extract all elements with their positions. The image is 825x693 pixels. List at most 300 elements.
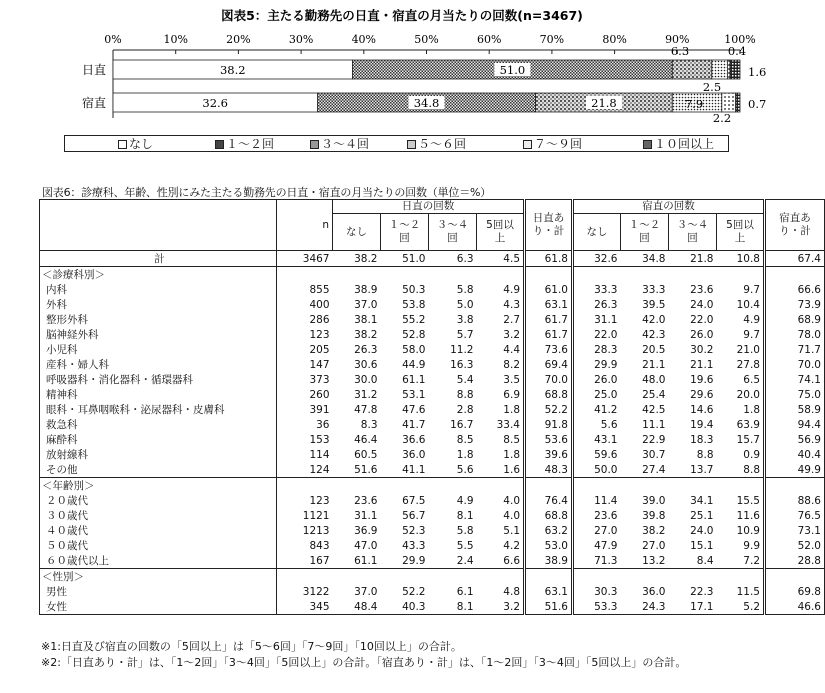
note-1: ※1:日直及び宿直の回数の「5回以上」は「5～6回」「7～9回」「10回以上」の合計。 — [41, 640, 462, 653]
table-row — [40, 447, 825, 462]
cell-n: 843 — [277, 538, 333, 553]
cell-day: 2.7 — [503, 313, 520, 326]
cell-day: 5.5 — [456, 539, 474, 552]
legend-item: ７～９回 — [523, 137, 582, 151]
table-row — [40, 282, 825, 297]
cell-n: 855 — [277, 282, 333, 297]
cell-day: 4.8 — [503, 585, 520, 598]
cell-day-total: 73.6 — [525, 342, 573, 357]
cell-day: 46.4 — [354, 433, 378, 446]
cell-night: 33.3 — [642, 283, 666, 296]
header-blank — [40, 200, 277, 251]
cell-night: 31.1 — [573, 312, 621, 327]
table-row — [40, 538, 825, 553]
x-tick-label: 30% — [288, 33, 314, 46]
cell-n: 153 — [277, 432, 333, 447]
cell-night: 22.0 — [573, 327, 621, 342]
cell-day: 5.1 — [503, 524, 520, 537]
header-day-none: なし — [333, 214, 381, 251]
cell-night: 10.9 — [736, 524, 760, 537]
cell-day: 6.3 — [429, 251, 477, 267]
legend-item: なし — [118, 137, 153, 151]
legend-swatch-10plus-icon — [643, 140, 652, 149]
row-label-total: 計 — [40, 251, 277, 267]
cell-night: 53.3 — [573, 599, 621, 615]
cell-day: 36.6 — [402, 433, 426, 446]
cell-night-total: 71.7 — [765, 342, 825, 357]
cell-day: 3.2 — [503, 328, 520, 341]
legend-swatch-none-icon — [118, 140, 127, 149]
value-labels — [82, 44, 766, 125]
cell-day: 4.3 — [503, 298, 520, 311]
cell-day-total: 68.8 — [525, 387, 573, 402]
table-row — [40, 327, 825, 342]
x-tick-label: 0% — [104, 33, 122, 46]
cell-day: 40.3 — [381, 599, 429, 615]
cell-day: 3.2 — [477, 599, 525, 615]
cell-empty — [765, 569, 825, 585]
bar-value-label: 51.0 — [499, 63, 526, 77]
table-row — [40, 402, 825, 417]
cell-night: 18.3 — [690, 433, 714, 446]
legend-item: ３～４回 — [310, 137, 369, 151]
cell-night: 1.8 — [743, 403, 760, 416]
table-row — [40, 553, 825, 569]
cell-night: 15.5 — [736, 494, 760, 507]
cell-empty — [765, 267, 825, 283]
cell-day: 41.1 — [402, 463, 426, 476]
cell-empty — [669, 478, 717, 494]
cell-day-total: 91.8 — [525, 417, 573, 432]
cell-empty — [429, 569, 477, 585]
cell-night: 11.4 — [573, 493, 621, 508]
cell-n: 400 — [277, 297, 333, 312]
x-tick-label: 60% — [476, 33, 502, 46]
cell-day-total: 70.0 — [525, 372, 573, 387]
cell-day: 50.3 — [402, 283, 426, 296]
cell-n: 147 — [277, 357, 333, 372]
section-row — [40, 478, 825, 494]
cell-day: 36.0 — [402, 448, 426, 461]
bar-value-label: 21.8 — [591, 96, 617, 110]
cell-day: 1.6 — [503, 463, 520, 476]
cell-night: 15.1 — [690, 539, 714, 552]
x-tick-label: 70% — [539, 33, 565, 46]
cell-day: 47.0 — [354, 539, 378, 552]
cell-day: 1.8 — [456, 448, 474, 461]
cell-day-total: 63.1 — [525, 297, 573, 312]
cell-day: 6.9 — [503, 388, 520, 401]
cell-day: 8.2 — [503, 358, 520, 371]
cell-day: 38.1 — [354, 313, 378, 326]
x-tick-label: 100% — [724, 33, 756, 46]
cell-day: 5.8 — [456, 283, 474, 296]
cell-day-total: 51.6 — [525, 599, 573, 615]
table-row — [40, 584, 825, 599]
cell-night: 4.9 — [743, 313, 760, 326]
bar-value-label: 2.5 — [702, 80, 722, 94]
cell-n: 260 — [277, 387, 333, 402]
header-night-1-2: １～２ 回 — [621, 214, 669, 251]
cell-day: 38.9 — [354, 283, 378, 296]
table-row — [40, 523, 825, 538]
cell-night-total: 67.4 — [765, 251, 825, 267]
cell-night: 9.7 — [743, 283, 760, 296]
cell-day: 56.7 — [402, 509, 426, 522]
cell-day: 31.1 — [354, 509, 378, 522]
cell-day: 5.7 — [456, 328, 474, 341]
cell-day: 2.8 — [456, 403, 474, 416]
cell-night-total: 46.6 — [765, 599, 825, 615]
cell-empty — [429, 478, 477, 494]
cell-empty — [277, 267, 333, 283]
cell-night: 42.5 — [642, 403, 666, 416]
cell-night: 42.3 — [642, 328, 666, 341]
table-row — [40, 493, 825, 508]
cell-night: 22.0 — [690, 313, 714, 326]
bar-value-label: 1.6 — [748, 65, 767, 79]
cell-night: 20.5 — [642, 343, 666, 356]
table-row — [40, 342, 825, 357]
cell-day: 5.4 — [456, 373, 474, 386]
header-night-5plus: 5回以 上 — [717, 214, 765, 251]
cell-empty — [669, 569, 717, 585]
cell-night: 21.0 — [736, 343, 760, 356]
cell-day: 38.2 — [333, 251, 381, 267]
cell-night-total: 58.9 — [765, 402, 825, 417]
row-label: ２０歳代 — [40, 493, 277, 508]
cell-night: 30.7 — [642, 448, 666, 461]
cell-day: 44.9 — [402, 358, 426, 371]
cell-n: 36 — [277, 417, 333, 432]
cell-day: 61.1 — [354, 554, 378, 567]
cell-day-total: 61.7 — [525, 312, 573, 327]
legend-swatch-3-4-icon — [310, 140, 319, 149]
table-row — [40, 297, 825, 312]
cell-night: 10.8 — [717, 251, 765, 267]
row-label: 精神科 — [40, 387, 277, 402]
cell-n: 114 — [277, 447, 333, 462]
section-title: ＜性別＞ — [40, 569, 277, 585]
cell-day: 1.8 — [503, 403, 520, 416]
cell-night: 39.8 — [642, 509, 666, 522]
cell-empty — [717, 267, 765, 283]
cell-night: 7.2 — [743, 554, 760, 567]
cell-night: 34.1 — [690, 494, 714, 507]
cell-night-total: 68.9 — [765, 312, 825, 327]
cell-night-total: 52.0 — [765, 538, 825, 553]
cell-empty — [477, 569, 525, 585]
cell-night: 22.9 — [642, 433, 666, 446]
cell-night: 30.2 — [690, 343, 714, 356]
cell-empty — [525, 478, 573, 494]
cell-night: 21.1 — [690, 358, 714, 371]
table6-body — [40, 251, 825, 615]
cell-empty — [277, 478, 333, 494]
cell-day: 36.9 — [354, 524, 378, 537]
row-label: 小児科 — [40, 342, 277, 357]
cell-day-total: 48.3 — [525, 462, 573, 478]
cell-day: 67.5 — [402, 494, 426, 507]
chart-legend — [64, 135, 729, 152]
cell-night: 42.0 — [642, 313, 666, 326]
cell-empty — [381, 569, 429, 585]
cell-night: 39.0 — [642, 494, 666, 507]
header-night-group: 宿直の回数 — [573, 200, 765, 214]
x-tick-label: 40% — [351, 33, 377, 46]
cell-n: 286 — [277, 312, 333, 327]
cell-day-total: 52.2 — [525, 402, 573, 417]
cell-night: 27.8 — [736, 358, 760, 371]
cell-night: 39.5 — [642, 298, 666, 311]
row-label: ３０歳代 — [40, 508, 277, 523]
header-day-group: 日直の回数 — [333, 200, 525, 214]
bar-value-label: 7.9 — [684, 97, 704, 111]
x-tick-label: 90% — [665, 33, 690, 46]
cell-night: 23.6 — [573, 508, 621, 523]
cell-night: 32.6 — [573, 251, 621, 267]
table-row — [40, 372, 825, 387]
cell-night: 41.2 — [573, 402, 621, 417]
table-row — [40, 251, 825, 267]
cell-night: 8.8 — [743, 463, 760, 476]
row-label: 内科 — [40, 282, 277, 297]
table6-title: 図表6：診療科、年齢、性別にみた主たる勤務先の日直・宿直の月当たりの回数（単位＝%） — [42, 186, 492, 199]
cell-night: 17.1 — [669, 599, 717, 615]
row-label: 脳神経外科 — [40, 327, 277, 342]
cell-empty — [669, 267, 717, 283]
cell-night: 29.9 — [573, 357, 621, 372]
header-day-1-2: １～２ 回 — [381, 214, 429, 251]
cell-night-total: 49.9 — [765, 462, 825, 478]
cell-night: 47.9 — [573, 538, 621, 553]
table-row — [40, 508, 825, 523]
legend-item: １０回以上 — [643, 137, 714, 151]
bar-segment — [730, 60, 740, 79]
cell-empty — [477, 478, 525, 494]
cell-night: 9.7 — [743, 328, 760, 341]
cell-night-total: 66.6 — [765, 282, 825, 297]
cell-empty — [621, 267, 669, 283]
cell-empty — [277, 569, 333, 585]
cell-day: 23.6 — [354, 494, 378, 507]
cell-night: 21.8 — [669, 251, 717, 267]
cell-empty — [717, 478, 765, 494]
legend-swatch-5-6-icon — [407, 140, 416, 149]
cell-empty — [381, 267, 429, 283]
cell-day-total: 69.4 — [525, 357, 573, 372]
cell-day: 1.8 — [503, 448, 520, 461]
bar-value-label: 6.3 — [670, 44, 690, 58]
cell-day: 6.6 — [503, 554, 520, 567]
cell-day: 3.8 — [456, 313, 474, 326]
cell-night: 33.3 — [573, 282, 621, 297]
section-title: ＜診療科別＞ — [40, 267, 277, 283]
row-label: 呼吸器科・消化器科・循環器科 — [40, 372, 277, 387]
cell-night: 11.1 — [642, 418, 666, 431]
cell-night: 26.3 — [573, 297, 621, 312]
cell-night-total: 94.4 — [765, 417, 825, 432]
cell-day: 51.0 — [381, 251, 429, 267]
x-tick-label: 50% — [414, 33, 439, 46]
cell-night-total: 69.8 — [765, 584, 825, 599]
cell-night-total: 78.0 — [765, 327, 825, 342]
cell-n: 123 — [277, 493, 333, 508]
cell-empty — [573, 478, 621, 494]
legend-swatch-1-2-icon — [215, 140, 224, 149]
cell-day: 6.1 — [456, 585, 474, 598]
header-night-3-4: ３～４ 回 — [669, 214, 717, 251]
cell-day: 29.9 — [402, 554, 426, 567]
cell-day: 52.8 — [402, 328, 426, 341]
cell-night: 27.4 — [642, 463, 666, 476]
cell-empty — [477, 267, 525, 283]
cell-day: 26.3 — [354, 343, 378, 356]
cell-day: 16.7 — [450, 418, 474, 431]
cell-night-total: 28.8 — [765, 553, 825, 569]
row-label: 救急科 — [40, 417, 277, 432]
cell-night: 71.3 — [573, 553, 621, 569]
table-row — [40, 462, 825, 478]
cell-day-total: 63.1 — [525, 584, 573, 599]
x-tick-label: 80% — [602, 33, 627, 46]
cell-night: 0.9 — [743, 448, 760, 461]
cell-day: 52.3 — [402, 524, 426, 537]
cell-night: 38.2 — [642, 524, 666, 537]
cell-night: 25.0 — [573, 387, 621, 402]
cell-day: 4.2 — [503, 539, 520, 552]
cell-empty — [621, 478, 669, 494]
cell-day: 52.2 — [402, 585, 426, 598]
category-label: 日直 — [81, 63, 107, 77]
cell-night: 23.6 — [690, 283, 714, 296]
cell-night: 8.8 — [696, 448, 714, 461]
cell-day: 53.1 — [402, 388, 426, 401]
cell-n: 124 — [277, 462, 333, 478]
cell-day: 53.8 — [402, 298, 426, 311]
cell-day: 4.9 — [456, 494, 474, 507]
cell-day: 33.4 — [496, 418, 520, 431]
bar-value-label: 2.2 — [712, 111, 732, 125]
cell-n: 205 — [277, 342, 333, 357]
cell-night: 22.3 — [690, 585, 714, 598]
cell-day-total: 61.0 — [525, 282, 573, 297]
category-label: 宿直 — [81, 96, 107, 110]
table6 — [39, 199, 825, 615]
table-row — [40, 312, 825, 327]
cell-day: 8.1 — [429, 599, 477, 615]
cell-day: 30.6 — [354, 358, 378, 371]
cell-night: 20.0 — [736, 388, 760, 401]
cell-night: 9.9 — [743, 539, 760, 552]
cell-day: 47.6 — [402, 403, 426, 416]
cell-n: 373 — [277, 372, 333, 387]
row-label: 女性 — [40, 599, 277, 615]
cell-night: 21.1 — [642, 358, 666, 371]
cell-empty — [525, 569, 573, 585]
bar-value-label: 38.2 — [219, 63, 246, 77]
cell-day: 37.0 — [354, 298, 378, 311]
cell-night-total: 76.5 — [765, 508, 825, 523]
header-day-3-4: ３～４ 回 — [429, 214, 477, 251]
cell-day-total: 76.4 — [525, 493, 573, 508]
cell-n: 345 — [277, 599, 333, 615]
cell-day: 11.2 — [450, 343, 474, 356]
bar-segment — [722, 93, 736, 112]
cell-day: 55.2 — [402, 313, 426, 326]
x-tick-label: 10% — [163, 33, 188, 46]
cell-day: 5.0 — [456, 298, 474, 311]
cell-night: 43.1 — [573, 432, 621, 447]
legend-swatch-7-9-icon — [523, 140, 532, 149]
cell-night: 50.0 — [573, 462, 621, 478]
cell-day: 31.2 — [354, 388, 378, 401]
cell-night: 10.4 — [736, 298, 760, 311]
cell-empty — [573, 267, 621, 283]
cell-night: 24.0 — [690, 524, 714, 537]
cell-night: 24.3 — [621, 599, 669, 615]
section-row — [40, 267, 825, 283]
cell-day-total: 53.6 — [525, 432, 573, 447]
cell-night: 5.2 — [717, 599, 765, 615]
header-day-5plus: 5回以 上 — [477, 214, 525, 251]
header-day-total: 日直あ り・計 — [525, 200, 573, 251]
cell-night: 11.6 — [736, 509, 760, 522]
cell-night: 8.4 — [696, 554, 714, 567]
cell-n: 391 — [277, 402, 333, 417]
cell-empty — [621, 569, 669, 585]
row-label: 整形外科 — [40, 312, 277, 327]
cell-empty — [765, 478, 825, 494]
cell-empty — [381, 478, 429, 494]
row-label: ５０歳代 — [40, 538, 277, 553]
cell-day: 16.3 — [450, 358, 474, 371]
cell-day: 8.8 — [456, 388, 474, 401]
cell-night-total: 73.9 — [765, 297, 825, 312]
cell-day: 38.2 — [354, 328, 378, 341]
row-label: 麻酔科 — [40, 432, 277, 447]
cell-day: 8.5 — [503, 433, 520, 446]
cell-n: 1213 — [277, 523, 333, 538]
cell-night: 19.4 — [690, 418, 714, 431]
cell-night: 34.8 — [621, 251, 669, 267]
cell-night: 28.3 — [573, 342, 621, 357]
cell-night: 27.0 — [573, 523, 621, 538]
row-label: ４０歳代 — [40, 523, 277, 538]
note-2: ※2:「日直あり・計」は、「1～2回」「3～4回」「5回以上」の合計。「宿直あり・計」は、「1～2回」「3～4回」「5回以上」の合計。 — [41, 656, 687, 669]
bar-value-label: 32.6 — [202, 96, 229, 110]
cell-empty — [333, 478, 381, 494]
row-label: 眼科・耳鼻咽喉科・泌尿器科・皮膚科 — [40, 402, 277, 417]
cell-day: 4.9 — [503, 283, 520, 296]
cell-day: 37.0 — [354, 585, 378, 598]
cell-day: 4.0 — [503, 509, 520, 522]
cell-day-total: 61.7 — [525, 327, 573, 342]
cell-day: 61.1 — [402, 373, 426, 386]
table-row — [40, 599, 825, 615]
table-row — [40, 417, 825, 432]
cell-day: 8.1 — [456, 509, 474, 522]
cell-night: 25.4 — [642, 388, 666, 401]
cell-night-total: 73.1 — [765, 523, 825, 538]
header-night-none: なし — [573, 214, 621, 251]
legend-item: ５～６回 — [407, 137, 466, 151]
cell-empty — [573, 569, 621, 585]
cell-day-total: 38.9 — [525, 553, 573, 569]
cell-day: 5.6 — [456, 463, 474, 476]
figure5-title: 図表5：主たる勤務先の日直・宿直の月当たりの回数(n=3467) — [221, 8, 583, 23]
cell-day-total: 39.6 — [525, 447, 573, 462]
